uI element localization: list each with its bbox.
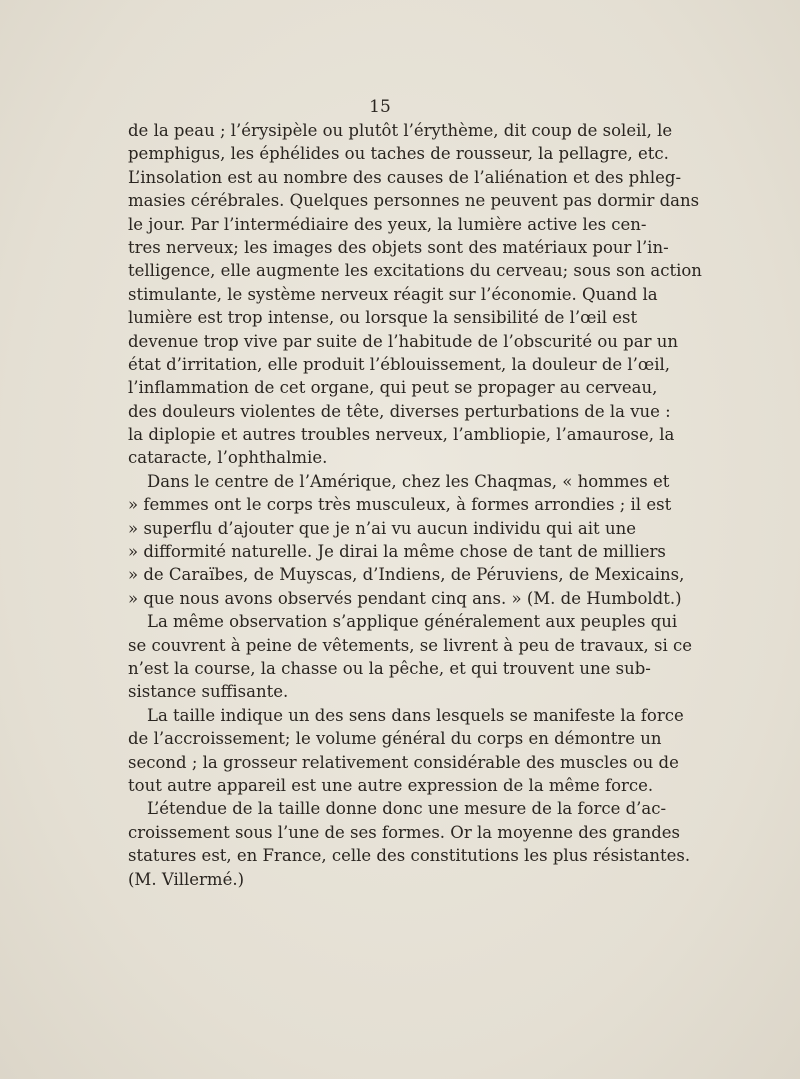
text-line: L’insolation est au nombre des causes de l’aliénation et des phleg- xyxy=(128,167,682,187)
text-line: le jour. Par l’intermédiaire des yeux, la lumière active les cen- xyxy=(128,214,647,234)
text-line: pemphigus, les éphélides ou taches de rousseur, la pellagre, etc. xyxy=(128,144,669,164)
text-line: se couvrent à peine de vêtements, se livrent à peu de travaux, si ce xyxy=(128,635,693,655)
text-line: état d’irritation, elle produit l’éblouissement, la douleur de l’œil, xyxy=(128,354,671,374)
text-line: L’étendue de la taille donne donc une mesure de la force d’ac- xyxy=(147,799,667,819)
text-line: tout autre appareil est une autre expression de la même force. xyxy=(128,775,654,795)
paragraph xyxy=(128,610,693,704)
text-line: stimulante, le système nerveux réagit sur l’économie. Quand la xyxy=(128,284,658,304)
paragraph xyxy=(128,470,685,610)
text-line: masies cérébrales. Quelques personnes ne peuvent pas dormir dans xyxy=(128,191,700,211)
text-line: » difformité naturelle. Je dirai la même chose de tant de milliers xyxy=(128,542,666,562)
paragraph xyxy=(128,704,684,798)
text-line: » femmes ont le corps très musculeux, à formes arrondies ; il est xyxy=(128,495,672,515)
text-line: la diplopie et autres troubles nerveux, l’ambliopie, l’amaurose, la xyxy=(128,425,675,445)
text-line: La même observation s’applique généralement aux peuples qui xyxy=(147,612,678,632)
text-line: lumière est trop intense, ou lorsque la sensibilité de l’œil est xyxy=(128,308,638,328)
text-line: sistance suffisante. xyxy=(128,682,289,702)
paragraph xyxy=(128,119,702,470)
body-text xyxy=(128,119,702,891)
paragraph xyxy=(128,797,691,891)
text-line: (M. Villermé.) xyxy=(128,869,245,889)
page-number: 15 xyxy=(369,97,391,117)
text-line: de l’accroissement; le volume général du corps en démontre un xyxy=(128,729,662,749)
text-line: » que nous avons observés pendant cinq ans. » (M. de Humboldt.) xyxy=(128,588,682,608)
text-line: La taille indique un des sens dans lesquels se manifeste la force xyxy=(147,705,684,725)
text-line: cataracte, l’ophthalmie. xyxy=(128,448,328,468)
text-line: croissement sous l’une de ses formes. Or la moyenne des grandes xyxy=(128,822,680,842)
text-line: telligence, elle augmente les excitations du cerveau; sous son action xyxy=(128,261,702,281)
text-line: n’est la course, la chasse ou la pêche, et qui trouvent une sub- xyxy=(128,658,651,678)
text-line: l’inflammation de cet organe, qui peut se propager au cerveau, xyxy=(128,378,658,398)
text-line: de la peau ; l’érysipèle ou plutôt l’érythème, dit coup de soleil, le xyxy=(128,121,673,140)
text-line: devenue trop vive par suite de l’habitude de l’obscurité ou par un xyxy=(128,331,678,351)
text-line: second ; la grosseur relativement considérable des muscles ou de xyxy=(128,752,679,772)
text-line: statures est, en France, celle des constitutions les plus résistantes. xyxy=(128,846,691,866)
text-line: » superflu d’ajouter que je n’ai vu aucun individu qui ait une xyxy=(128,518,636,538)
text-line: des douleurs violentes de tête, diverses perturbations de la vue : xyxy=(128,401,671,421)
text-line: » de Caraïbes, de Muyscas, d’Indiens, de Péruviens, de Mexicains, xyxy=(128,565,685,585)
text-line: Dans le centre de l’Amérique, chez les Chaqmas, « hommes et xyxy=(147,471,670,491)
text-line: tres nerveux; les images des objets sont des matériaux pour l’in- xyxy=(128,237,669,257)
